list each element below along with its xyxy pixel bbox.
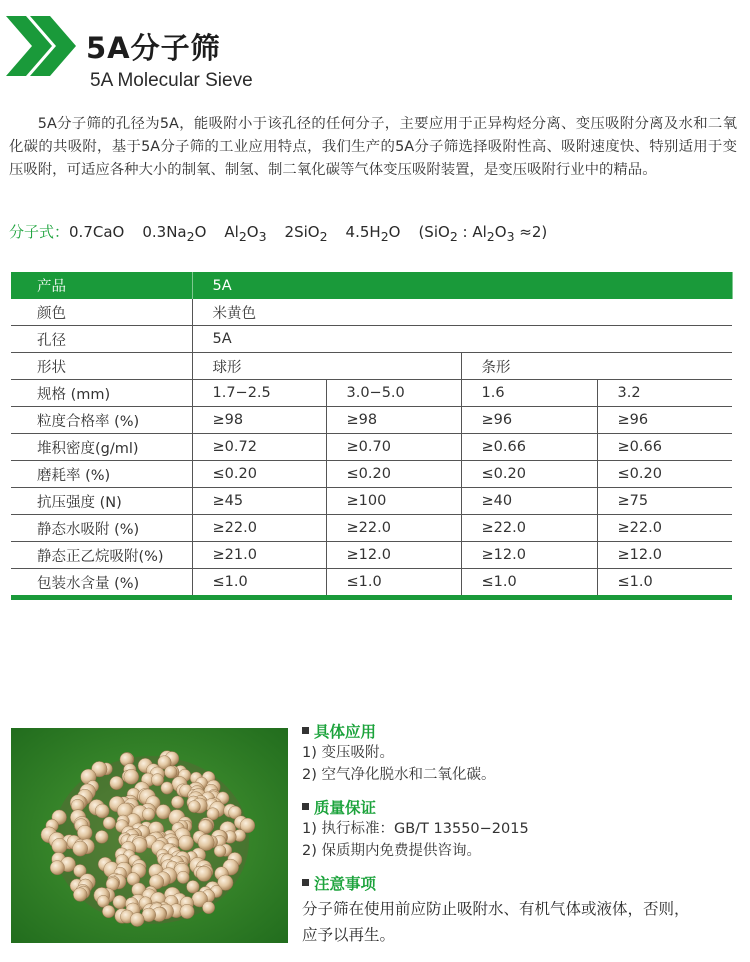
table-cell: 包装水含量 (%) <box>11 569 192 598</box>
square-bullet-icon <box>302 879 309 886</box>
page-header <box>0 0 750 100</box>
list-item: 1) 执行标准：GB/T 13550−2015 <box>302 821 529 837</box>
bead <box>161 782 173 794</box>
section-title-application: 具体应用 <box>302 720 742 742</box>
table-cell: ≥98 <box>192 407 326 434</box>
table-cell: 抗压强度 (N) <box>11 488 192 515</box>
bead <box>151 774 163 786</box>
formula-label: 分子式： <box>9 223 70 241</box>
table-cell: ≤1.0 <box>192 569 326 598</box>
table-cell: 粒度合格率 (%) <box>11 407 192 434</box>
table-cell: 静态正乙烷吸附(%) <box>11 542 192 569</box>
table-row <box>11 353 732 380</box>
table-cell: 米黄色 <box>192 299 732 326</box>
table-cell: ≥12.0 <box>326 542 461 569</box>
bead <box>110 776 124 790</box>
section-title-quality: 质量保证 <box>302 796 742 818</box>
table-cell: 颜色 <box>11 299 192 326</box>
table-row <box>11 569 732 598</box>
table-cell: 堆积密度(g/ml) <box>11 434 192 461</box>
formula-na2o: $0.3Na_2O$ <box>142 223 207 244</box>
table-cell: ≤0.20 <box>326 461 461 488</box>
formula-sio2: 2SiO$_2$ <box>284 223 328 244</box>
formula-h2o: $4.5H_2O$ <box>345 223 401 244</box>
table-row <box>11 407 732 434</box>
table-cell: ≥45 <box>192 488 326 515</box>
table-row <box>11 326 732 353</box>
bead <box>188 801 200 813</box>
table-row <box>11 434 732 461</box>
table-cell: ≥0.72 <box>192 434 326 461</box>
table-cell: 静态水吸附 (%) <box>11 515 192 542</box>
bead <box>102 905 115 918</box>
table-cell: 3.2 <box>597 380 732 407</box>
table-cell: ≥0.70 <box>326 434 461 461</box>
table-row <box>11 542 732 569</box>
table-cell: 形状 <box>11 353 192 380</box>
bead <box>164 766 177 779</box>
section-title-notes: 注意事项 <box>302 872 742 894</box>
table-cell: 3.0−5.0 <box>326 380 461 407</box>
table-cell: ≥22.0 <box>461 515 597 542</box>
formula-al2o3: $Al_2O_3$ <box>224 223 267 244</box>
bead <box>142 808 155 821</box>
bead <box>95 830 108 843</box>
table-header-row <box>11 272 732 299</box>
table-cell: ≤0.20 <box>597 461 732 488</box>
square-bullet-icon <box>302 803 309 810</box>
table-cell: ≥96 <box>597 407 732 434</box>
bead <box>73 841 88 856</box>
table-cell: ≤0.20 <box>192 461 326 488</box>
notes-text: 分子筛在使用前应防止吸附水、有机气体或液体，否则，应予以再生。 <box>302 900 690 944</box>
table-cell: ≥22.0 <box>326 515 461 542</box>
table-cell: 球形 <box>192 353 461 380</box>
table-cell: 孔径 <box>11 326 192 353</box>
table-cell: ≥12.0 <box>597 542 732 569</box>
bead <box>187 880 200 893</box>
table-row <box>11 488 732 515</box>
table-cell: ≤1.0 <box>326 569 461 598</box>
double-chevron-right-icon <box>0 14 78 78</box>
table-cell: ≥75 <box>597 488 732 515</box>
spec-table <box>11 272 733 600</box>
bead <box>103 817 116 830</box>
bead <box>202 901 214 913</box>
bead <box>178 835 193 850</box>
bead <box>73 888 87 902</box>
table-row <box>11 461 732 488</box>
bead <box>156 805 171 820</box>
formula-ratio: (SiO$_2$ : $Al_2O_3 \approx 2$) <box>418 223 548 244</box>
page-subtitle: 5A Molecular Sieve <box>90 70 253 91</box>
table-cell: 1.6 <box>461 380 597 407</box>
molecular-formula <box>9 221 547 244</box>
list-item: 2) 保质期内免费提供咨询。 <box>302 843 481 859</box>
product-photo <box>11 728 288 943</box>
table-cell: ≤0.20 <box>461 461 597 488</box>
bead <box>214 845 226 857</box>
list-item: 2) 空气净化脱水和二氧化碳。 <box>302 767 496 783</box>
table-cell: ≥22.0 <box>192 515 326 542</box>
bead <box>130 913 144 927</box>
table-row <box>11 515 732 542</box>
intro-paragraph: 5A分子筛的孔径为5A，能吸附小于该孔径的任何分子，主要应用于正异构烃分离、变压吸附分离及水和二氧化碳的共吸附，基于5A分子筛的工业应用特点，我们生产的5A分子筛选择吸附性高、吸附速度快、特别适用于变压吸附，可适应各种大小的制氧、制氢、制二氧化碳等气体变压吸附装置，是变压吸附行业中的精品。 <box>9 116 737 178</box>
formula-cao: 0.7CaO <box>69 223 125 241</box>
table-cell: 产品 <box>11 272 192 299</box>
table-cell: ≤1.0 <box>597 569 732 598</box>
table-row <box>11 380 732 407</box>
bead <box>113 895 127 909</box>
bead <box>95 804 109 818</box>
table-cell: 1.7−2.5 <box>192 380 326 407</box>
table-cell: ≥0.66 <box>461 434 597 461</box>
list-item: 1) 变压吸附。 <box>302 745 394 761</box>
bead <box>177 871 189 883</box>
table-cell: 5A <box>192 272 732 299</box>
bead <box>180 904 194 918</box>
table-cell: 规格 (mm) <box>11 380 192 407</box>
table-cell: ≥0.66 <box>597 434 732 461</box>
molecular-sieve-beads-image <box>11 728 288 943</box>
table-cell: 条形 <box>461 353 732 380</box>
table-cell: ≥100 <box>326 488 461 515</box>
page-title: 5A分子筛 <box>86 31 221 65</box>
square-bullet-icon <box>302 727 309 734</box>
table-cell: ≤1.0 <box>461 569 597 598</box>
bead <box>196 866 211 881</box>
table-cell: ≥22.0 <box>597 515 732 542</box>
table-cell: ≥96 <box>461 407 597 434</box>
table-cell: ≥21.0 <box>192 542 326 569</box>
bead <box>52 838 67 853</box>
bead <box>50 861 64 875</box>
table-cell: 5A <box>192 326 732 353</box>
bead <box>171 796 184 809</box>
table-row <box>11 299 732 326</box>
table-cell: ≥12.0 <box>461 542 597 569</box>
info-column <box>302 720 742 948</box>
table-cell: ≥98 <box>326 407 461 434</box>
bead <box>124 769 139 784</box>
table-cell: ≥40 <box>461 488 597 515</box>
table-cell: 磨耗率 (%) <box>11 461 192 488</box>
